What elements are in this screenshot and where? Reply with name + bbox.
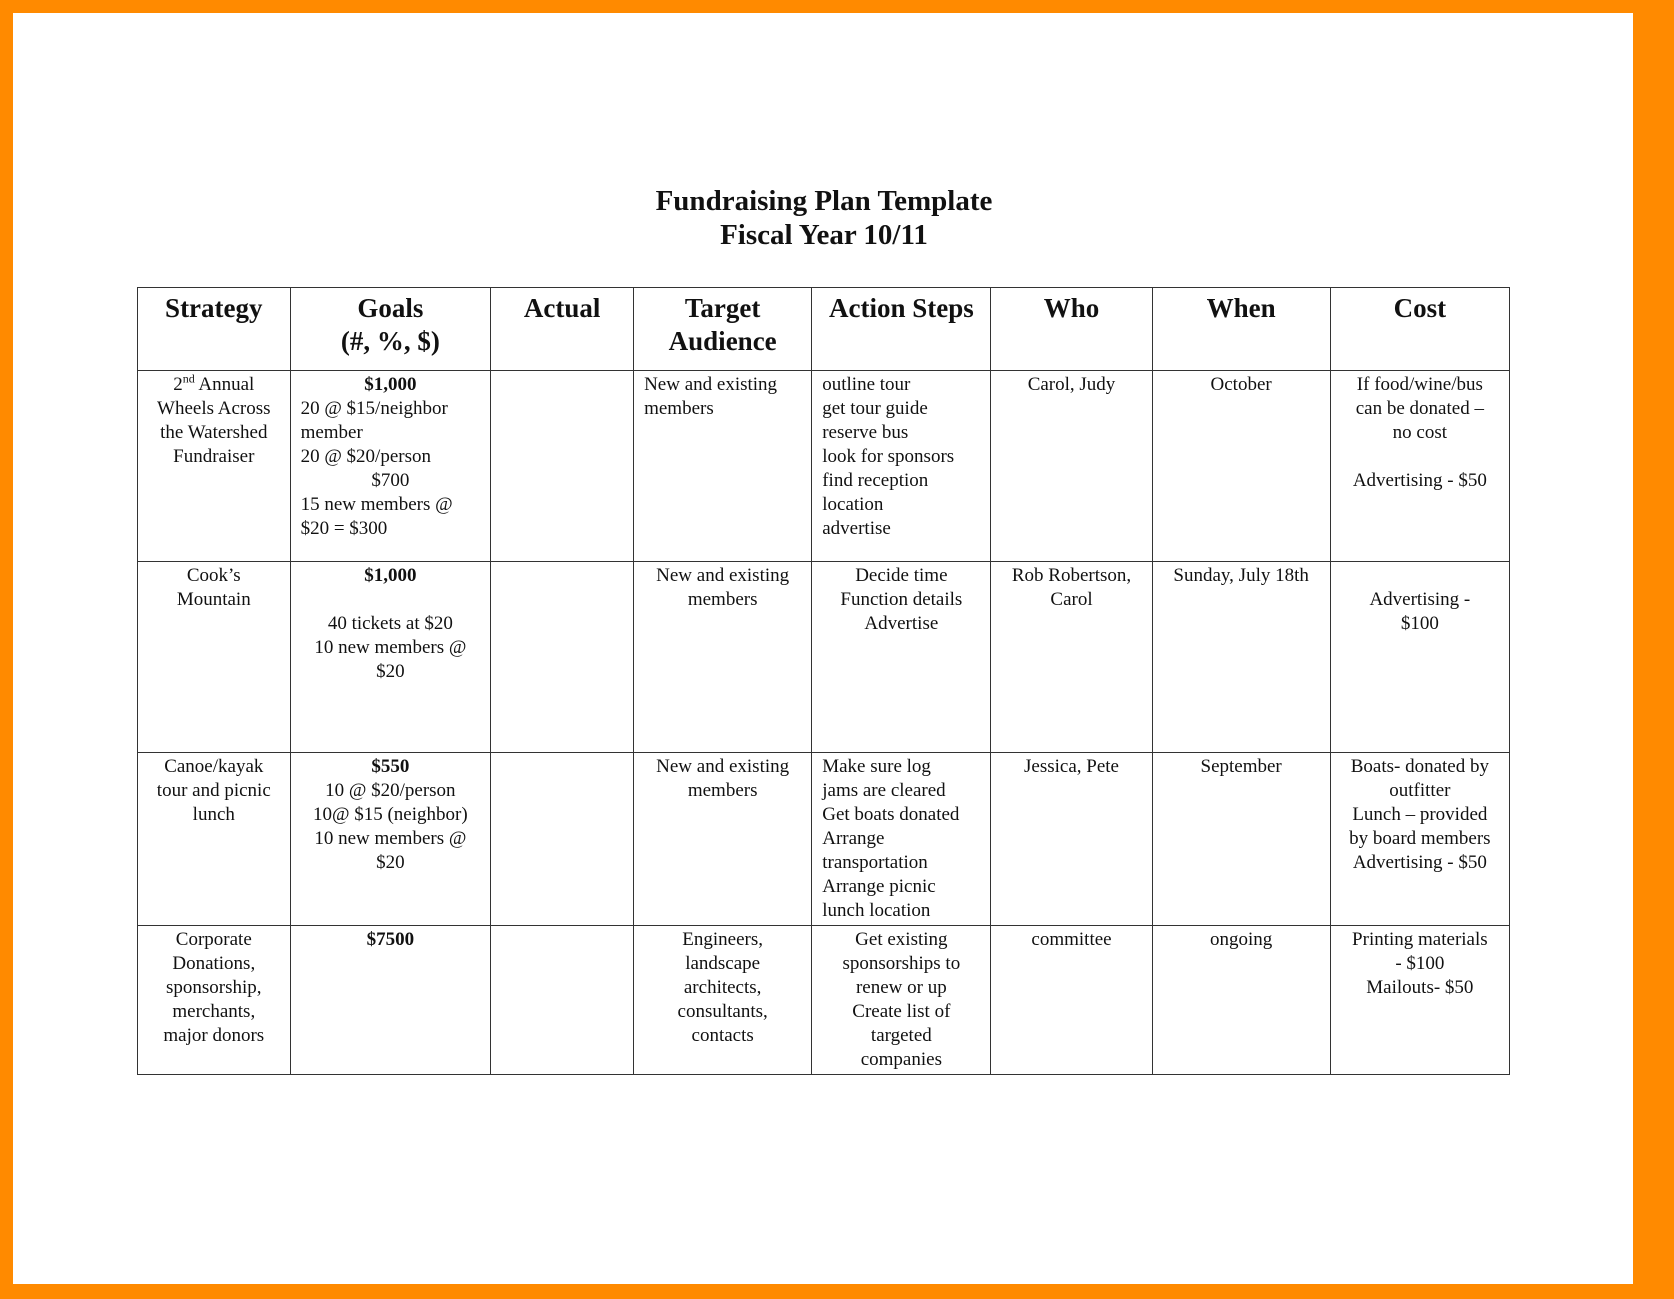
header-actual: Actual — [491, 288, 634, 371]
cell-strategy: Corporate Donations, sponsorship, merchants, major donors — [138, 926, 291, 1075]
cell-when: Sunday, July 18th — [1152, 562, 1330, 753]
header-target-line1: Target — [684, 293, 761, 323]
table-row — [138, 562, 1510, 753]
cell-target-audience: Engineers, landscape architects, consultants, contacts — [634, 926, 812, 1075]
table-row — [138, 753, 1510, 926]
header-goals-line1: Goals — [357, 293, 424, 323]
cell-when: September — [1152, 753, 1330, 926]
cell-actual — [491, 753, 634, 926]
goal-amount: $550 — [371, 756, 410, 777]
cell-action-steps: Make sure log jams are cleared Get boats donated Arrange transportation Arrange picnic lunch location — [812, 753, 991, 926]
cell-target-audience: New and existing members — [634, 562, 812, 753]
goal-amount: $7500 — [366, 929, 415, 950]
cell-who: committee — [991, 926, 1152, 1075]
cell-goals — [290, 926, 491, 1075]
header-target-line2: Audience — [668, 326, 777, 356]
table-row — [138, 926, 1510, 1075]
table-row — [138, 371, 1510, 562]
cell-when: October — [1152, 371, 1330, 562]
cell-when: ongoing — [1152, 926, 1330, 1075]
cell-action-steps: outline tour get tour guide reserve bus look for sponsors find reception location advertise — [812, 371, 991, 562]
cell-goals: $1,000 40 tickets at $20 10 new members @ $20 — [290, 562, 491, 753]
cell-who: Carol, Judy — [991, 371, 1152, 562]
goal-amount: $1,000 — [364, 374, 417, 395]
header-target-audience — [634, 288, 812, 371]
cell-cost: Boats- donated by outfitter Lunch – provided by board members Advertising - $50 — [1330, 753, 1509, 926]
cell-action-steps: Get existing sponsorships to renew or up Create list of targeted companies — [812, 926, 991, 1075]
cell-strategy: Canoe/kayak tour and picnic lunch — [138, 753, 291, 926]
header-when: When — [1152, 288, 1330, 371]
cell-actual — [491, 371, 634, 562]
header-goals-line2: (#, %, $) — [340, 326, 440, 356]
goal-amount: $1,000 — [364, 565, 417, 586]
fundraising-plan-table — [137, 287, 1510, 1075]
header-who: Who — [991, 288, 1152, 371]
cell-target-audience: New and existing members — [634, 753, 812, 926]
cell-goals: $550 10 @ $20/person 10@ $15 (neighbor) 10 new members @ $20 — [290, 753, 491, 926]
cell-who: Jessica, Pete — [991, 753, 1152, 926]
strategy-first-line: 2nd Annual — [173, 371, 255, 395]
cell-strategy: Cook’s Mountain — [138, 562, 291, 753]
cell-actual — [491, 562, 634, 753]
cell-target-audience: New and existing members — [634, 371, 812, 562]
header-strategy: Strategy — [138, 288, 291, 371]
title-line-1: Fundraising Plan Template — [655, 185, 993, 217]
header-action-steps: Action Steps — [812, 288, 991, 371]
cell-goals: $1,000 20 @ $15/neighbor member 20 @ $20/person $700 15 new members @ $20 = $300 — [290, 371, 491, 562]
cell-cost: If food/wine/bus can be donated – no cost Advertising - $50 — [1330, 371, 1509, 562]
document-title — [0, 184, 1661, 252]
header-goals — [290, 288, 491, 371]
cell-strategy: 2nd Annual Wheels Across the Watershed Fundraiser — [138, 371, 291, 562]
cell-action-steps: Decide time Function details Advertise — [812, 562, 991, 753]
title-line-2: Fiscal Year 10/11 — [720, 219, 928, 251]
header-row — [138, 288, 1510, 371]
header-cost: Cost — [1330, 288, 1509, 371]
cell-actual — [491, 926, 634, 1075]
cell-cost: Advertising - $100 — [1330, 562, 1509, 753]
cell-who: Rob Robertson, Carol — [991, 562, 1152, 753]
cell-cost: Printing materials - $100 Mailouts- $50 — [1330, 926, 1509, 1075]
